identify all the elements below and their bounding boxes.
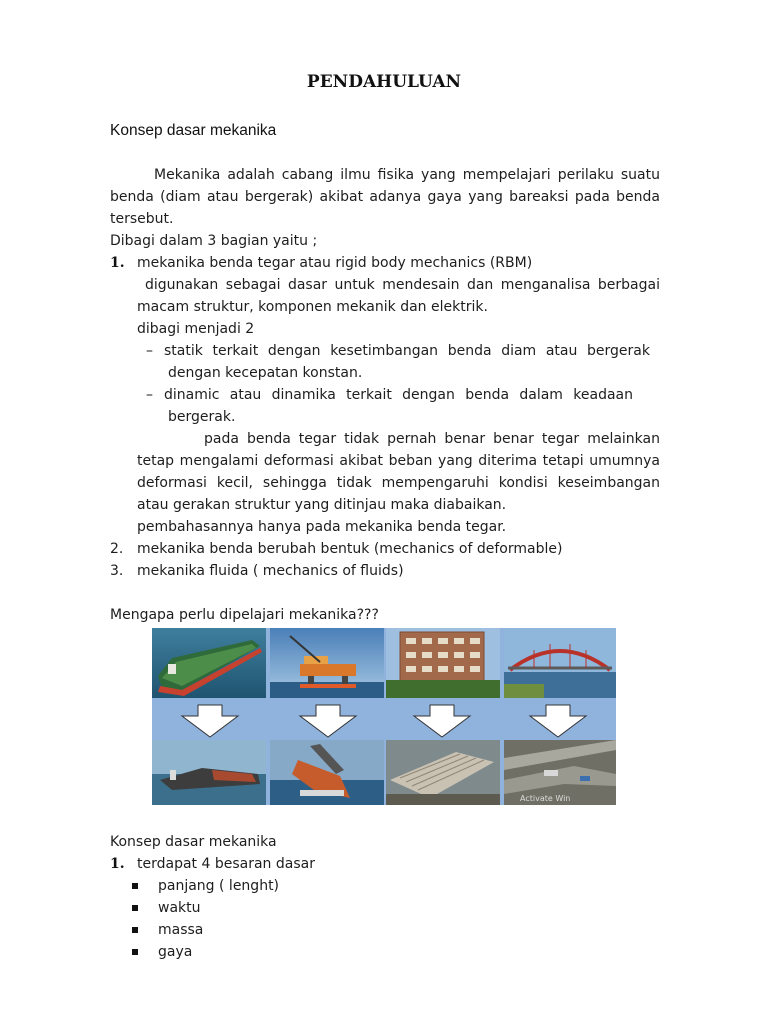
subdivided-label: dibagi menjadi 2	[137, 321, 255, 337]
tanker-ship-photo	[152, 628, 266, 698]
divided-intro: Dibagi dalam 3 bagian yaitu ;	[110, 233, 318, 249]
list-item-1-desc-line-1: digunakan sebagai dasar untuk mendesain dan menganalisa berbagai	[145, 277, 660, 293]
note-line-5: pembahasannya hanya pada mekanika benda tegar.	[137, 519, 507, 535]
intro-line-2: benda (diam atau bergerak) akibat adanya gaya yang bareaksi pada benda	[110, 189, 660, 205]
watermark-text: Activate Win	[520, 794, 571, 803]
list-number-1: 1.	[110, 255, 125, 271]
note-line-3: deformasi kecil, sehingga tidak mempengaruhi kondisi keseimbangan	[137, 475, 660, 491]
section2-number-1: 1.	[110, 856, 125, 872]
offshore-platform-photo	[270, 628, 384, 698]
down-arrow-icon	[412, 704, 472, 738]
dash-marker: –	[146, 343, 153, 359]
quantity-item: panjang ( lenght)	[158, 878, 280, 894]
list-item-3-title: mekanika fluida ( mechanics of fluids)	[137, 563, 404, 579]
apartment-building-photo	[386, 628, 500, 698]
subitem-2-line-2: bergerak.	[168, 409, 236, 425]
quantity-item: waktu	[158, 900, 201, 916]
subitem-2-line-1: dinamic atau dinamika terkait dengan benda dalam keadaan	[164, 387, 633, 403]
list-item-1-title: mekanika benda tegar atau rigid body mechanics (RBM)	[137, 255, 533, 271]
arch-bridge-photo	[504, 628, 616, 698]
collapsed-platform-photo	[270, 740, 384, 805]
list-item-1-desc-line-2: macam struktur, komponen mekanik dan elektrik.	[137, 299, 488, 315]
mechanics-failure-figure	[152, 628, 616, 805]
note-line-1: pada benda tegar tidak pernah benar benar tegar melainkan	[204, 431, 660, 447]
page-title: PENDAHULUAN	[306, 72, 462, 92]
note-line-4: atau gerakan struktur yang ditinjau maka diabaikan.	[137, 497, 507, 513]
section2-heading: Konsep dasar mekanika	[110, 834, 277, 850]
down-arrow-icon	[180, 704, 240, 738]
intro-line-1: Mekanika adalah cabang ilmu fisika yang mempelajari perilaku suatu	[154, 167, 660, 183]
question-text: Mengapa perlu dipelajari mekanika???	[110, 607, 379, 623]
sinking-ship-photo	[152, 740, 266, 805]
quantity-item: gaya	[158, 944, 193, 960]
bullet-icon	[132, 927, 138, 933]
bullet-icon	[132, 905, 138, 911]
bullet-icon	[132, 883, 138, 889]
subitem-1-line-1: statik terkait dengan kesetimbangan benda diam atau bergerak	[164, 343, 650, 359]
subitem-1-line-2: dengan kecepatan konstan.	[168, 365, 363, 381]
dash-marker: –	[146, 387, 153, 403]
down-arrow-icon	[528, 704, 588, 738]
section2-item-1-title: terdapat 4 besaran dasar	[137, 856, 315, 872]
list-number-2: 2.	[110, 541, 124, 557]
section-heading: Konsep dasar mekanika	[110, 122, 277, 139]
quantity-item: massa	[158, 922, 204, 938]
bullet-icon	[132, 949, 138, 955]
down-arrow-icon	[298, 704, 358, 738]
list-number-3: 3.	[110, 563, 124, 579]
intro-line-3: tersebut.	[110, 211, 174, 227]
list-item-2-title: mekanika benda berubah bentuk (mechanics of deformable)	[137, 541, 563, 557]
collapsed-building-photo	[386, 740, 500, 805]
note-line-2: tetap mengalami deformasi akibat beban yang diterima tetapi umumnya	[137, 453, 660, 469]
